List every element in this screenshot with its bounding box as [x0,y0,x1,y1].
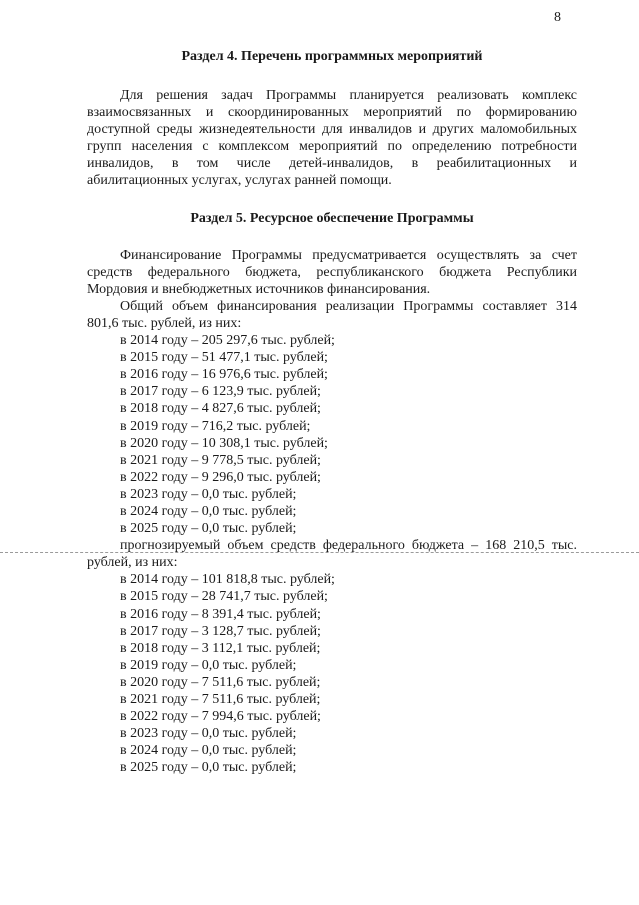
federal-budget-intro: прогнозируемый объем средств федерального бюджета – 168 210,5 тыс. рублей, из них: [87,538,577,571]
list-item: в 2021 году – 9 778,5 тыс. рублей; [120,452,321,468]
list-item: в 2025 году – 0,0 тыс. рублей; [120,760,297,776]
list-item: в 2019 году – 0,0 тыс. рублей; [120,657,297,673]
section4-title: Раздел 4. Перечень программных мероприятий [181,49,483,64]
list-item: в 2023 году – 0,0 тыс. рублей; [120,486,297,502]
document-body [87,48,577,776]
list-item: в 2021 году – 7 511,6 тыс. рублей; [120,692,321,707]
list-item: в 2016 году – 16 976,6 тыс. рублей; [120,367,328,383]
list-item: в 2023 году – 0,0 тыс. рублей; [120,726,297,742]
list-item: в 2014 году – 101 818,8 тыс. рублей; [120,572,335,588]
list-item: в 2019 году – 716,2 тыс. рублей; [120,418,311,434]
list-item: в 2014 году – 205 297,6 тыс. рублей; [120,333,335,349]
scan-artifact-line [0,552,639,553]
list-item: в 2020 году – 7 511,6 тыс. рублей; [120,674,321,690]
list-item: в 2018 году – 3 112,1 тыс. рублей; [120,640,321,656]
total-by-year-list [87,332,577,537]
section5-title: Раздел 5. Ресурсное обеспечение Программы [190,210,474,226]
federal-by-year-list [87,571,577,776]
list-item: в 2024 году – 0,0 тыс. рублей; [120,503,297,519]
list-item: в 2015 году – 28 741,7 тыс. рублей; [120,589,328,605]
total-financing-intro: Общий объем финансирования реализации Программы составляет 314 801,6 тыс. рублей, из них: [87,298,577,331]
list-item: в 2017 году – 3 128,7 тыс. рублей; [120,623,321,639]
list-item: в 2024 году – 0,0 тыс. рублей; [120,743,297,759]
list-item: в 2015 году – 51 477,1 тыс. рублей; [120,350,328,366]
list-item: в 2016 году – 8 391,4 тыс. рублей; [120,606,321,622]
section4-paragraph: Для решения задач Программы планируется реализовать комплекс взаимосвязанных и скоординированных мероприятий по формированию доступной среды жизнедеятельности для инвалидов и других маломобильных групп населения с комплексом мероприятий по определению потребности инвалидов, в том числе детей-инвалидов, в реабилитационных и абилитационных услугах, услугах ранней помощи. [87,88,577,189]
list-item: в 2022 году – 7 994,6 тыс. рублей; [120,709,321,725]
list-item: в 2022 году – 9 296,0 тыс. рублей; [120,469,321,485]
list-item: в 2025 году – 0,0 тыс. рублей; [120,521,297,537]
list-item: в 2020 году – 10 308,1 тыс. рублей; [120,435,328,451]
section5-paragraph1: Финансирование Программы предусматривается осуществлять за счет средств федерального бюджета, республиканского бюджета Республики Мордовия и внебюджетных источников финансирования. [87,247,577,297]
list-item: в 2018 году – 4 827,6 тыс. рублей; [120,401,321,417]
list-item: в 2017 году – 6 123,9 тыс. рублей; [120,384,321,400]
page-number: 8 [554,10,561,25]
